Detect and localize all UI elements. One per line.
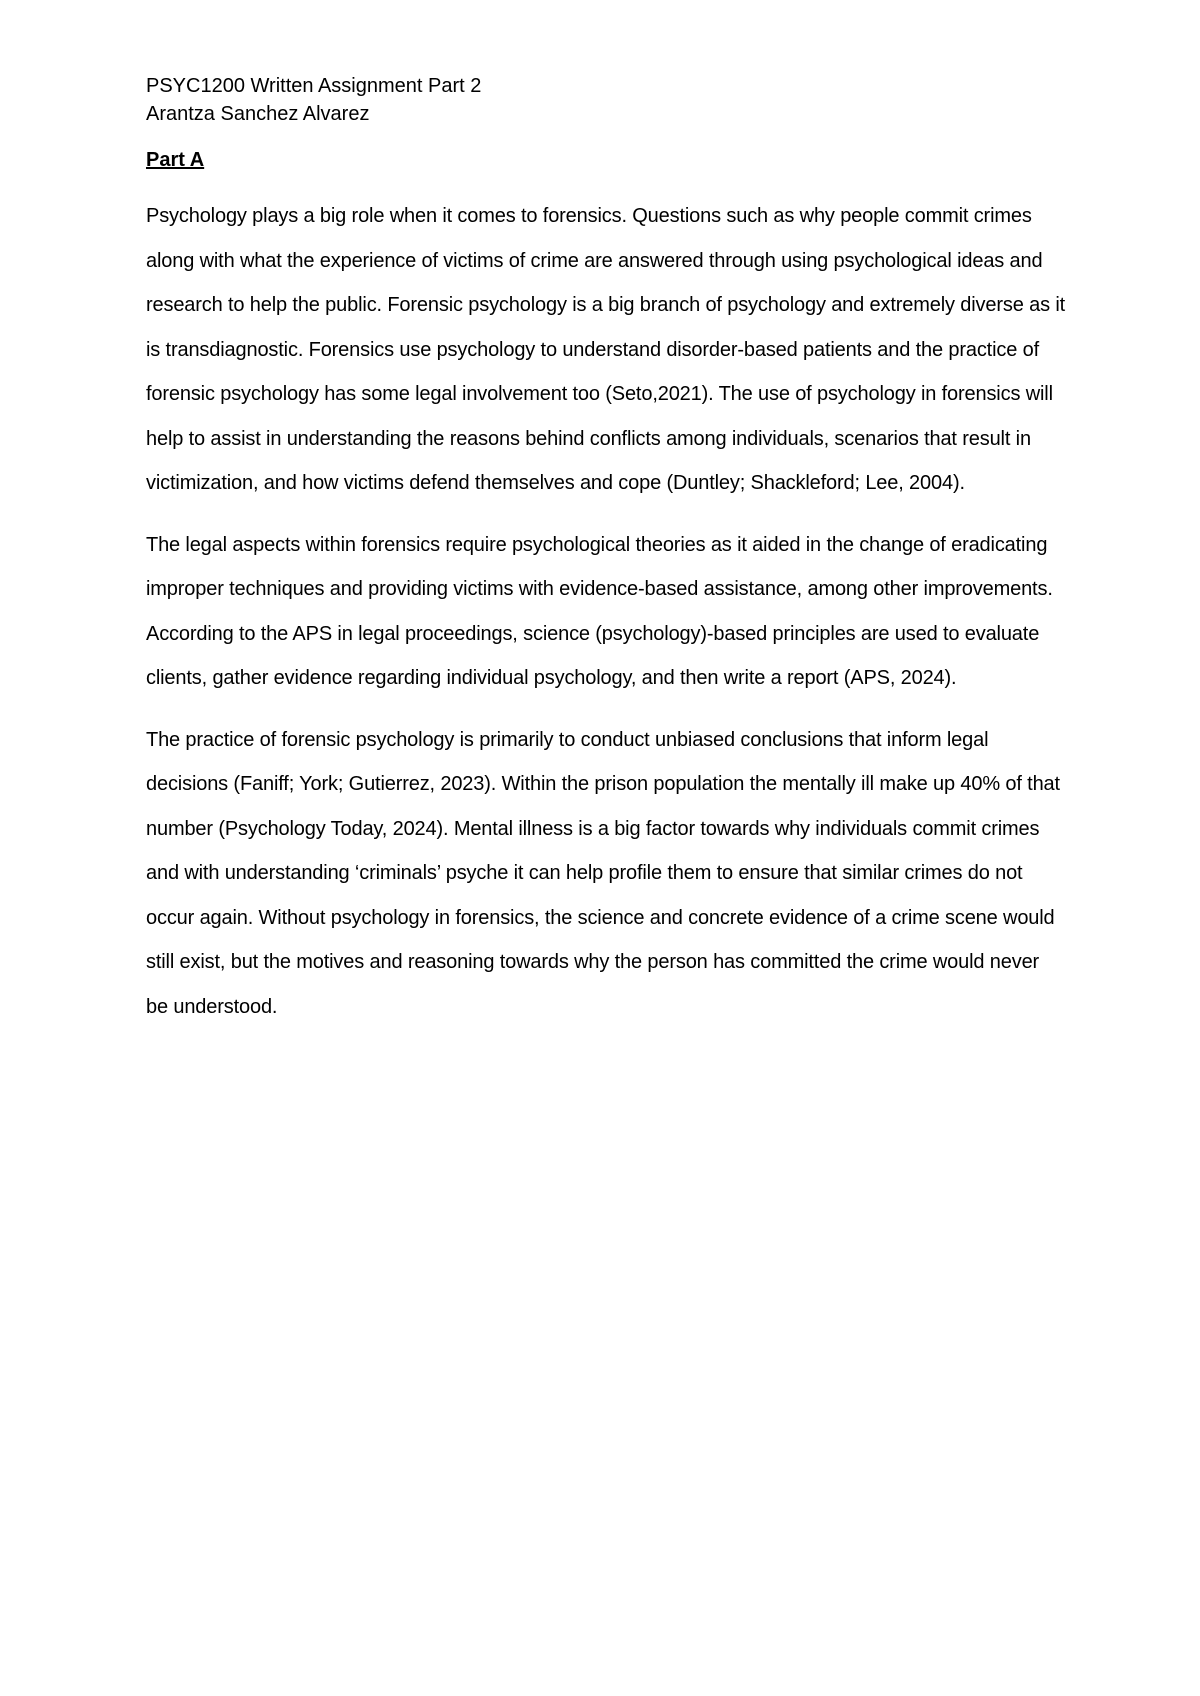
document-body (146, 72, 1066, 1029)
section-heading: Part A (146, 149, 205, 171)
paragraph-3: The practice of forensic psychology is primarily to conduct unbiased conclusions that inform legal decisions (Faniff; York; Gutierrez, 2023). Within the prison population the mentally ill make up 40% of that number (Psychology Today, 2024). Mental illness is a big factor towards why individuals commit crimes and with understanding ‘criminals’ psyche it can help profile them to ensure that similar crimes do not occur again. Without psychology in forensics, the science and concrete evidence of a crime scene would still exist, but the motives and reasoning towards why the person has committed the crime would never be understood. (146, 728, 1060, 1018)
author-name: Arantza Sanchez Alvarez (146, 103, 370, 125)
course-title: PSYC1200 Written Assignment Part 2 (146, 75, 482, 97)
paragraph-2: The legal aspects within forensics require psychological theories as it aided in the change of eradicating improper techniques and providing victims with evidence-based assistance, among other improvements. According to the APS in legal proceedings, science (psychology)-based principles are used to evaluate clients, gather evidence regarding individual psychology, and then write a report (APS, 2024). (146, 533, 1053, 689)
paragraph-1: Psychology plays a big role when it comes to forensics. Questions such as why people commit crimes along with what the experience of victims of crime are answered through using psychological ideas and research to help the public. Forensic psychology is a big branch of psychology and extremely diverse as it is transdiagnostic. Forensics use psychology to understand disorder-based patients and the practice of forensic psychology has some legal involvement too (Seto,2021). The use of psychology in forensics will help to assist in understanding the reasons behind conflicts among individuals, scenarios that result in victimization, and how victims defend themselves and cope (Duntley; Shackleford; Lee, 2004). (146, 205, 1066, 494)
